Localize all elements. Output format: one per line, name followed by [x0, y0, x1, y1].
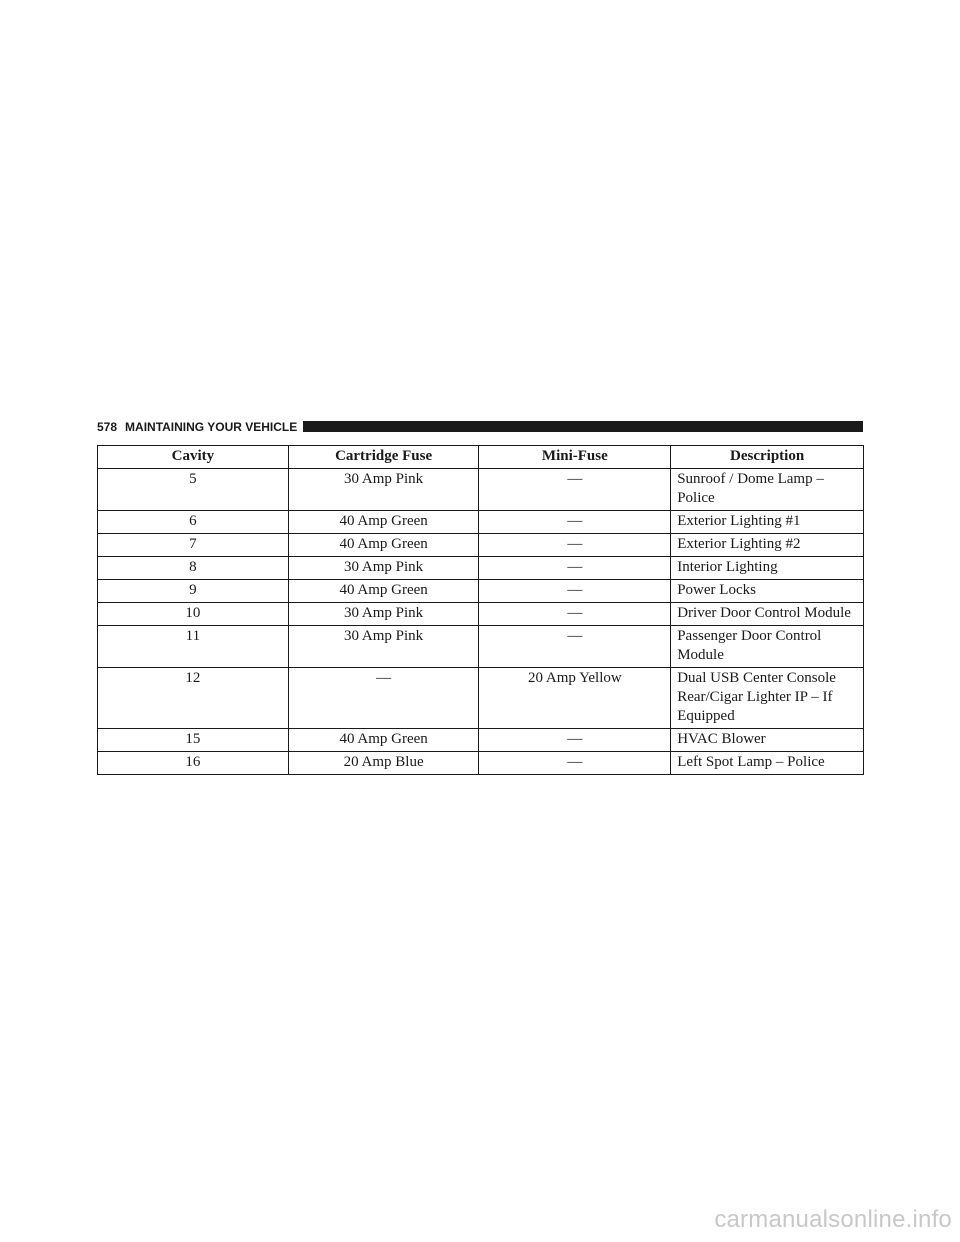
fuse-table — [97, 445, 864, 775]
cavity-cell: 9 — [98, 580, 289, 603]
description-cell: Sunroof / Dome Lamp – Police — [671, 469, 864, 511]
page-header — [97, 419, 863, 435]
description-cell: Left Spot Lamp – Police — [671, 752, 864, 775]
cartridge-fuse-cell: 30 Amp Pink — [288, 469, 479, 511]
mini-fuse-cell: — — [479, 626, 671, 668]
cavity-cell: 11 — [98, 626, 289, 668]
cartridge-fuse-cell: 40 Amp Green — [288, 580, 479, 603]
cavity-cell: 10 — [98, 603, 289, 626]
cavity-cell: 15 — [98, 729, 289, 752]
column-header-cavity: Cavity — [98, 446, 289, 469]
table-row — [98, 668, 864, 729]
cartridge-fuse-cell: 30 Amp Pink — [288, 557, 479, 580]
table-row — [98, 626, 864, 668]
mini-fuse-cell: — — [479, 469, 671, 511]
table-row — [98, 557, 864, 580]
mini-fuse-cell: — — [479, 580, 671, 603]
column-header-cartridge-fuse: Cartridge Fuse — [288, 446, 479, 469]
cartridge-fuse-cell: — — [288, 668, 479, 729]
cartridge-fuse-cell: 40 Amp Green — [288, 534, 479, 557]
table-row — [98, 534, 864, 557]
description-cell: Driver Door Control Module — [671, 603, 864, 626]
column-header-mini-fuse: Mini-Fuse — [479, 446, 671, 469]
cartridge-fuse-cell: 40 Amp Green — [288, 511, 479, 534]
cartridge-fuse-cell: 30 Amp Pink — [288, 626, 479, 668]
table-row — [98, 729, 864, 752]
cavity-cell: 12 — [98, 668, 289, 729]
mini-fuse-cell: — — [479, 729, 671, 752]
mini-fuse-cell: — — [479, 534, 671, 557]
mini-fuse-cell: — — [479, 511, 671, 534]
description-cell: Exterior Lighting #2 — [671, 534, 864, 557]
table-header-row — [98, 446, 864, 469]
description-cell: Interior Lighting — [671, 557, 864, 580]
page-number: 578 — [97, 420, 118, 434]
table-row — [98, 580, 864, 603]
section-title: MAINTAINING YOUR VEHICLE — [125, 420, 298, 434]
mini-fuse-cell: — — [479, 752, 671, 775]
description-cell: Dual USB Center Console Rear/Cigar Lighter IP – If Equipped — [671, 668, 864, 729]
header-rule — [303, 421, 863, 432]
table-row — [98, 603, 864, 626]
cartridge-fuse-cell: 40 Amp Green — [288, 729, 479, 752]
table-row — [98, 511, 864, 534]
description-cell: HVAC Blower — [671, 729, 864, 752]
cartridge-fuse-cell: 30 Amp Pink — [288, 603, 479, 626]
watermark: carmanualsonline.info — [714, 1206, 952, 1233]
description-cell: Passenger Door Control Module — [671, 626, 864, 668]
cartridge-fuse-cell: 20 Amp Blue — [288, 752, 479, 775]
cavity-cell: 7 — [98, 534, 289, 557]
table-row — [98, 469, 864, 511]
column-header-description: Description — [671, 446, 864, 469]
table-row — [98, 752, 864, 775]
description-cell: Power Locks — [671, 580, 864, 603]
cavity-cell: 8 — [98, 557, 289, 580]
mini-fuse-cell: — — [479, 603, 671, 626]
cavity-cell: 16 — [98, 752, 289, 775]
description-cell: Exterior Lighting #1 — [671, 511, 864, 534]
cavity-cell: 6 — [98, 511, 289, 534]
cavity-cell: 5 — [98, 469, 289, 511]
mini-fuse-cell: — — [479, 557, 671, 580]
mini-fuse-cell: 20 Amp Yellow — [479, 668, 671, 729]
